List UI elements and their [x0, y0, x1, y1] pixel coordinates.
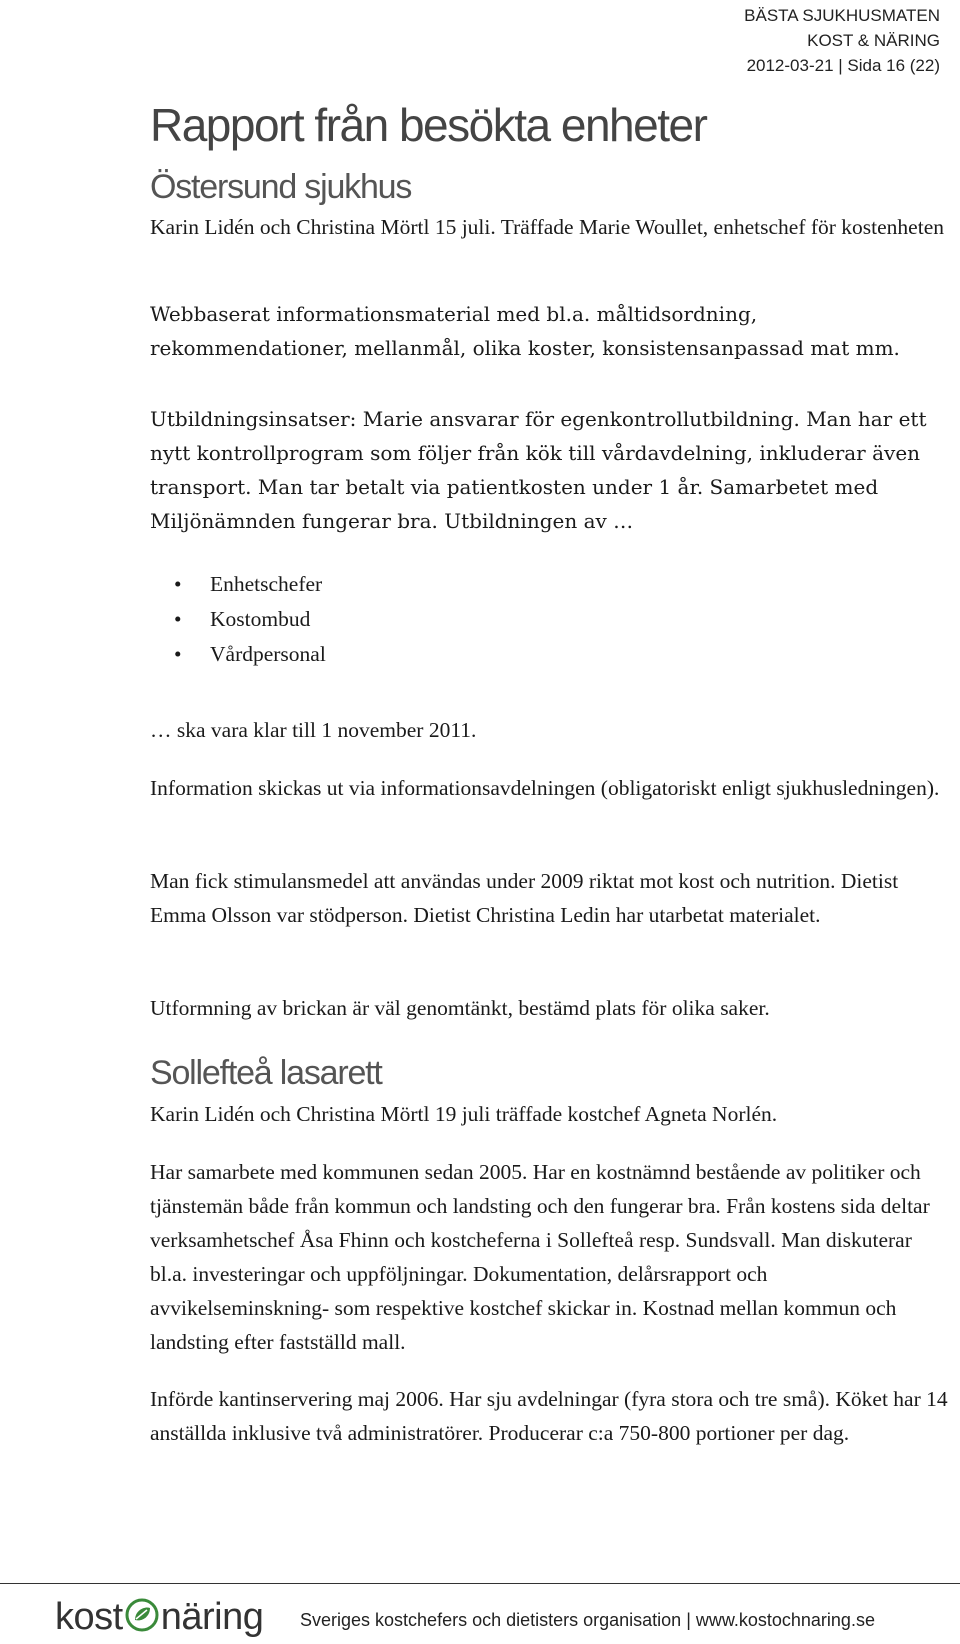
section-heading-solleftea: Sollefteå lasarett — [150, 1054, 382, 1092]
solleftea-paragraph-2: Har samarbete med kommunen sedan 2005. Har en kostnämnd bestående av politiker och tjänstemän både från kommun och landsting och den fungerar bra. Från kostens sida deltar verksamhetschef Åsa Fhinn och kostcheferna i Sollefteå resp. Sundsvall. Man diskuterar bl.a. investeringar och uppföljningar. Dokumentation, delårsrapport och avvikelseminskning- som respektive kostchef skickar in. Kostnad mellan kommun och landsting efter fastställd mall. — [150, 1160, 930, 1354]
list-item-label: Kostombud — [210, 607, 311, 631]
header-dept: KOST & NÄRING — [807, 31, 940, 50]
bullet-icon: • — [174, 572, 182, 596]
list-item-label: Enhetschefer — [210, 572, 323, 596]
logo-word-kost: kost — [55, 1596, 123, 1638]
solleftea-paragraph-1: Karin Lidén och Christina Mörtl 19 juli träffade kostchef Agneta Norlén. — [150, 1102, 778, 1126]
leaf-icon — [125, 1598, 159, 1640]
bullet-icon: • — [174, 607, 182, 631]
list-item — [150, 567, 326, 602]
ostersund-paragraph-1: Karin Lidén och Christina Mörtl 15 juli. Träffade Marie Woullet, enhetschef för kostenheten — [150, 215, 944, 239]
header-org: BÄSTA SJUKHUSMATEN — [744, 6, 940, 25]
footer-org-text: Sveriges kostchefers och dietisters organisation | www.kostochnaring.se — [300, 1610, 875, 1630]
ostersund-paragraph-5: Information skickas ut via informationsavdelningen (obligatoriskt enligt sjukhusledningen). — [150, 776, 940, 800]
education-target-list — [150, 567, 326, 672]
list-item — [150, 637, 326, 672]
kost-naring-logo — [55, 1597, 263, 1640]
logo-word-naring: näring — [160, 1596, 264, 1638]
ostersund-paragraph-4: … ska vara klar till 1 november 2011. — [150, 718, 477, 742]
page-title: Rapport från besökta enheter — [150, 99, 707, 151]
ostersund-paragraph-2: Webbaserat informationsmaterial med bl.a. måltidsordning, rekommendationer, mellanmål, olika koster, konsistensanpassad mat mm. — [150, 302, 900, 360]
list-item-label: Vårdpersonal — [210, 642, 326, 666]
list-item — [150, 602, 326, 637]
page-header — [744, 3, 940, 78]
solleftea-paragraph-3: Införde kantinservering maj 2006. Har sju avdelningar (fyra stora och tre små). Köket har 14 anställda inklusive två administratörer. Producerar c:a 750-800 portioner per dag. — [150, 1387, 948, 1445]
ostersund-paragraph-7: Utformning av brickan är väl genomtänkt, bestämd plats för olika saker. — [150, 996, 770, 1020]
bullet-icon: • — [174, 642, 182, 666]
ostersund-paragraph-3: Utbildningsinsatser: Marie ansvarar för egenkontrollutbildning. Man har ett nytt kontrollprogram som följer från kök till vårdavdelning, inkluderar även transport. Man tar betalt via patientkosten under 1 år. Samarbetet med Miljönämnden fungerar bra. Utbildningen av … — [150, 407, 927, 533]
ostersund-paragraph-6: Man fick stimulansmedel att användas under 2009 riktat mot kost och nutrition. Dietist Emma Olsson var stödperson. Dietist Christina Ledin har utarbetat materialet. — [150, 869, 899, 927]
footer-divider — [0, 1583, 960, 1584]
section-heading-ostersund: Östersund sjukhus — [150, 168, 412, 206]
header-date-page: 2012-03-21 | Sida 16 (22) — [746, 56, 940, 75]
